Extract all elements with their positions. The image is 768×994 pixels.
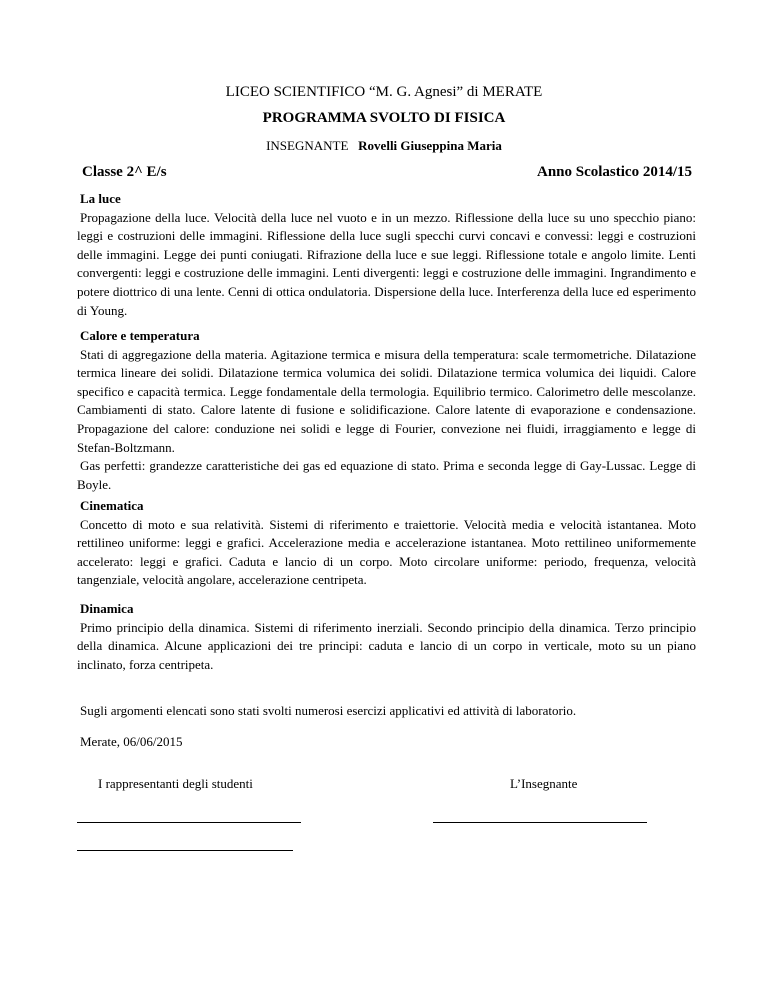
section-kinematics: [77, 497, 696, 590]
school-name: LICEO SCIENTIFICO “M. G. Agnesi” di MERATE: [225, 84, 543, 100]
section-light: [77, 190, 696, 320]
class-label: Classe 2^ E/s: [82, 164, 167, 180]
teacher-signature-label: L’Insegnante: [510, 776, 578, 791]
section-paragraph: Gas perfetti: grandezze caratteristiche dei gas ed equazione di stato. Prima e seconda legge di Gay-Lussac. Legge di Boyle.: [77, 458, 696, 492]
teacher-name: Rovelli Giuseppina Maria: [358, 138, 502, 153]
section-title: Cinematica: [80, 498, 144, 513]
students-signature-label: I rappresentanti degli studenti: [98, 776, 253, 791]
teacher-label: INSEGNANTE: [266, 138, 349, 153]
section-paragraph: Primo principio della dinamica. Sistemi di riferimento inerziali. Secondo principio della dinamica. Terzo principio della dinamica. Alcune applicazioni dei tre principi: caduta e lancio di un corpo in verticale, moto su un piano inclinato, forza centripeta.: [77, 619, 696, 672]
section-paragraph: Propagazione della luce. Velocità della luce nel vuoto e in un mezzo. Riflessione della luce su uno specchio piano: leggi e costruzioni delle immagini. Riflessione della luce sugli specchi curvi concavi e convessi: leggi e costruzioni delle immagini. Legge dei punti coniugati. Rifrazione della luce e sue leggi. Riflessione totale e angolo limite. Lenti convergenti: leggi e costruzione delle immagini. Lenti divergenti: leggi e costruzione delle immagini. Ingrandimento e potere diottrico di una lente. Cenni di ottica ondulatoria. Dispersione della luce. Interferenza della luce ed esperimento di Young.: [77, 209, 696, 318]
signature-line-student-1: [77, 822, 301, 823]
section-title: Dinamica: [80, 601, 134, 616]
section-paragraph: Concetto di moto e sua relatività. Sistemi di riferimento e traiettorie. Velocità media e velocità istantanea. Moto rettilineo uniforme: leggi e grafici. Accelerazione media e accelerazione istantanea. Moto rettilineo uniformemente accelerato: leggi e grafici. Caduta e lancio di un corpo. Moto circolare uniforme: periodo, frequenza, velocità tangenziale, velocità angolare, accelerazione centripeta.: [77, 516, 696, 588]
school-year: Anno Scolastico 2014/15: [536, 164, 692, 180]
section-paragraph: Stati di aggregazione della materia. Agitazione termica e misura della temperatura: scale termometriche. Dilatazione termica lineare dei solidi. Dilatazione termica volumica dei solidi. Dilatazione termica volumica dei liquidi. Calore specifico e capacità termica. Legge fondamentale della termologia. Equilibrio termico. Calorimetro delle mescolanze. Cambiamenti di stato. Calore latente di fusione e solidificazione. Calore latente di evaporazione e condensazione. Propagazione del calore: conduzione nei solidi e legge di Fourier, convezione nei fluidi, irraggiamento e legge di Stefan-Boltzmann.: [77, 346, 696, 455]
section-title: Calore e temperatura: [80, 328, 200, 343]
section-heat: [77, 327, 696, 494]
section-title: La luce: [80, 191, 121, 206]
date-line: Merate, 06/06/2015: [80, 734, 183, 749]
signature-line-teacher: [433, 822, 647, 823]
section-dynamics: [77, 600, 696, 674]
teacher-line: [0, 138, 768, 154]
signature-line-student-2: [77, 850, 293, 851]
program-title: PROGRAMMA SVOLTO DI FISICA: [262, 110, 506, 126]
closing-note: Sugli argomenti elencati sono stati svolti numerosi esercizi applicativi ed attività di laboratorio.: [80, 703, 577, 718]
